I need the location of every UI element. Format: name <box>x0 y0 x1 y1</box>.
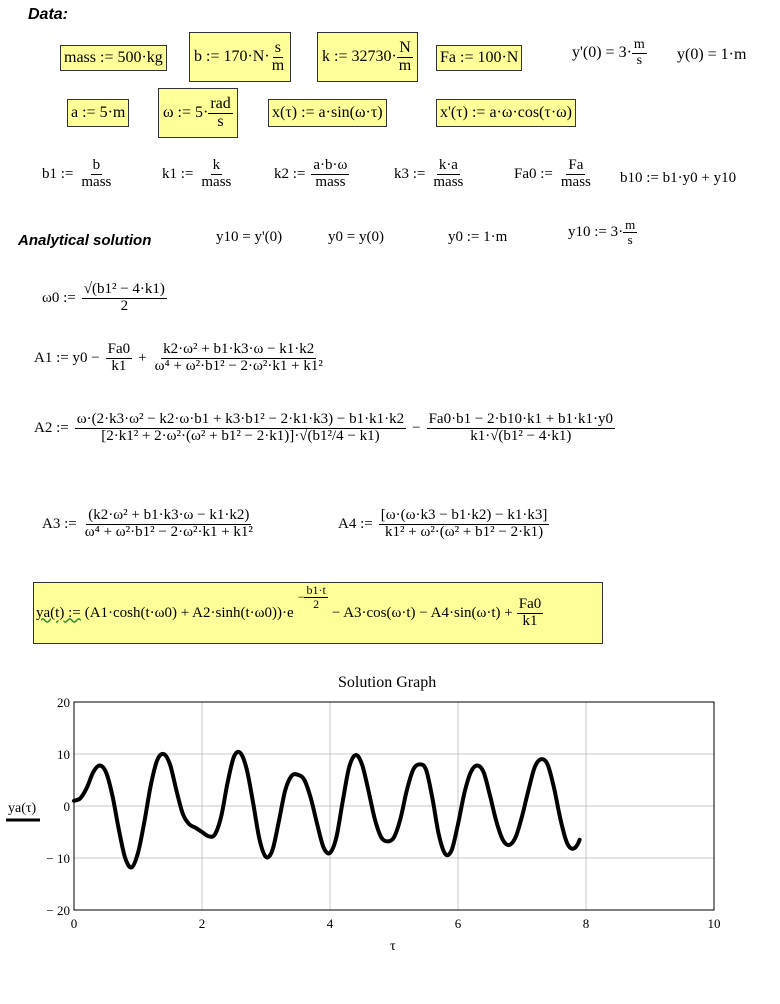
ya-fraction: $\frac{Fa0}{k1}$ <box>518 595 542 629</box>
x-tick-label: 10 <box>707 916 721 931</box>
amplitude-text: a := 5·m <box>71 104 126 121</box>
y0-equation: y0 = y(0) <box>328 229 384 245</box>
ya-main: (A1·cosh(t·ω0) + A2·sinh(t·ω0))·e <box>84 604 294 621</box>
amplitude-definition[interactable] <box>67 99 129 127</box>
analytical-section-title: Analytical solution <box>18 232 152 249</box>
y10-value: y10 := 3· $\frac{m}{s}$ <box>568 217 636 247</box>
ya-lhs: ya(t) := <box>36 604 81 621</box>
a4-formula: A4 := $\frac{[\omega\cdot(\omega\cdot k3 - b1\cdot k2) - k1\cdot k3]}{\text{k1² + ω²·(ω² + b1² − 2·k1)}}$ <box>338 507 548 540</box>
ya-solution-definition[interactable] <box>33 582 603 644</box>
frequency-unit-fraction: $\frac{\text{rad}}{s}$ <box>210 94 231 130</box>
grid-layer <box>74 702 714 910</box>
k3-definition: k3 := $\frac{k\cdot a}{\text{mass}}$ <box>394 157 464 190</box>
x-derivative-text: x'(τ) := a·ω·cos(τ·ω) <box>440 104 572 121</box>
x-function-definition[interactable] <box>268 99 387 127</box>
solution-graph[interactable] <box>0 684 780 1004</box>
x-derivative-definition[interactable] <box>436 99 576 127</box>
ya-rest: − A3·cos(ω·t) − A4·sin(ω·t) + <box>331 604 513 621</box>
y-tick-label: 10 <box>57 747 70 762</box>
damping-unit-fraction: $\frac{s}{m}$ <box>271 38 285 74</box>
x-tick-label: 2 <box>198 916 206 931</box>
y-tick-label: − 10 <box>46 851 70 866</box>
chart-title: Solution Graph <box>338 674 437 691</box>
stiffness-unit-fraction: $\frac{N}{m}$ <box>398 38 412 74</box>
series-line-ya <box>74 752 580 868</box>
stiffness-definition[interactable] <box>317 32 418 82</box>
a2-formula: A2 := $\frac{\text{ω·(2·k3·ω² − k2·ω·b1 + k3·b1² − 2·k1·k3) − b1·k1·k2}}{\text{[2·k1² + 2·ω²·(ω² + b1² − 2·k1)]·√(b1²/4 − k1)}}$ − $\frac{Fa0\cdot b1 - 2\cdot b10\cdot k1 + b1\cdot k1\cdot y0}{\text{k1·√(b1² − 4·k1)}}$ <box>34 411 613 444</box>
x-tick-label: 4 <box>326 916 334 931</box>
y10-equation: y10 = y'(0) <box>216 229 283 245</box>
force-text: Fa := 100·N <box>440 49 519 66</box>
damping-definition[interactable] <box>189 32 291 82</box>
initial-position-eval: y(0) = 1·m <box>677 46 747 63</box>
damping-text: b := 170·N· <box>194 48 270 65</box>
frequency-text: ω := 5· <box>163 104 209 121</box>
initial-velocity-eval: y'(0) = 3· $\frac{m}{s}$ <box>572 37 645 68</box>
stiffness-text: k := 32730· <box>322 48 397 65</box>
ya-exponent: − $\frac{b1\cdot t}{2}$ <box>297 582 326 611</box>
fa0-definition: Fa0 := $\frac{Fa}{\text{mass}}$ <box>514 157 591 190</box>
k1-definition: k1 := $\frac{k}{\text{mass}}$ <box>162 157 232 190</box>
frequency-definition[interactable] <box>158 88 238 138</box>
y-tick-label: 0 <box>63 799 70 814</box>
x-function-text: x(τ) := a·sin(ω·τ) <box>272 104 383 121</box>
a1-formula: A1 := y0 − $\frac{Fa0}{k1}$ + $\frac{\text{k2·ω² + b1·k3·ω − k1·k2}}{\text{ω⁴ + ω²·b1² − 2·ω²·k1 + k1²}}$ <box>34 341 323 374</box>
a3-formula: A3 := $\frac{\text{(k2·ω² + b1·k3·ω − k1·k2)}}{\text{ω⁴ + ω²·b1² − 2·ω²·k1 + k1²}}$ <box>42 507 253 540</box>
mass-text: mass := 500·kg <box>64 49 163 66</box>
b10-definition: b10 := b1·y0 + y10 <box>620 170 737 186</box>
b1-definition: b1 := $\frac{b}{\text{mass}}$ <box>42 157 112 190</box>
x-tick-label: 0 <box>70 916 78 931</box>
y-tick-label: − 20 <box>46 903 70 918</box>
omega0-formula: ω0 := $\frac{\text{√(b1² − 4·k1)}}{2}$ <box>42 281 165 314</box>
y-tick-labels <box>46 695 70 918</box>
y-axis-label: ya(τ) <box>8 801 37 816</box>
x-tick-labels <box>71 916 721 931</box>
x-tick-label: 6 <box>454 916 462 931</box>
y-tick-label: 20 <box>57 695 70 710</box>
force-definition[interactable] <box>436 45 522 71</box>
data-section-title: Data: <box>28 6 69 23</box>
mass-definition[interactable] <box>60 45 167 71</box>
x-axis-label: τ <box>390 939 396 954</box>
y0-value: y0 := 1·m <box>448 229 508 245</box>
x-tick-label: 8 <box>582 916 590 931</box>
k2-definition: k2 := $\frac{a\cdot b\cdot\omega}{\text{mass}}$ <box>274 157 348 190</box>
